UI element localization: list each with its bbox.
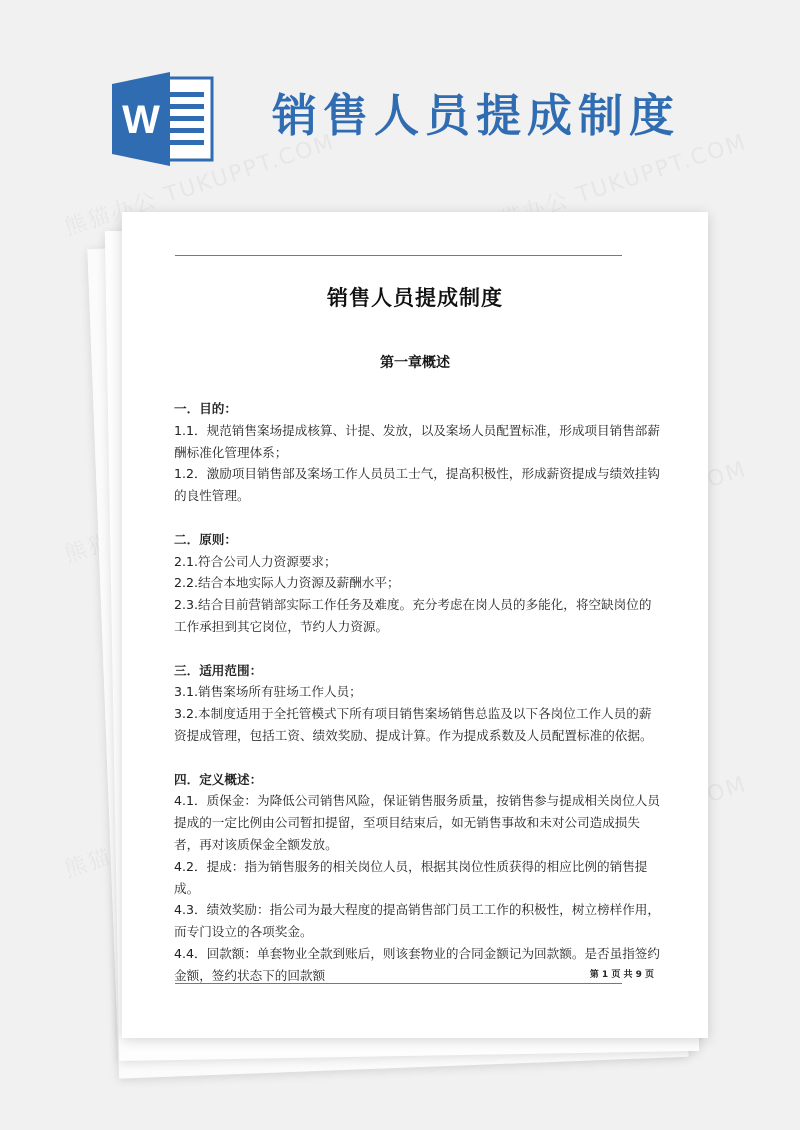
paragraph: 4.2．提成：指为销售服务的相关岗位人员，根据其岗位性质获得的相应比例的销售提成。 [174,858,648,896]
paragraph: 4.4．回款额：单套物业全款到账后，则该套物业的合同金额记为回款额。是否虽指签约金额，签约状态下的回款额 [174,945,660,983]
paragraph: 4.1．质保金：为降低公司销售风险，保证销售服务质量，按销售参与提成相关岗位人员提成的一定比例由公司暂扣提留，至项目结束后，如无销售事故和未对公司造成损失者，再对该质保金全额发放。 [174,793,660,852]
chapter-heading: 第一章概述 [380,355,450,371]
banner [0,0,800,200]
paragraph: 2.1.符合公司人力资源要求； [174,553,337,569]
document-page [122,212,708,1038]
footer-rule [175,983,622,984]
paragraph: 1.1．规范销售案场提成核算、计提、发放，以及案场人员配置标准，形成项目销售部薪酬标准化管理体系； [174,422,660,460]
page-number: 第 1 页 共 9 页 [589,970,654,980]
header-rule [175,255,622,256]
banner-title: 销售人员提成制度 [272,89,681,142]
paragraph: 3.1.销售案场所有驻场工作人员； [174,684,362,700]
paragraph: 2.2.结合本地实际人力资源及薪酬水平； [174,575,400,591]
document-title: 销售人员提成制度 [327,286,503,310]
word-icon [112,70,214,168]
paragraph: 3.2.本制度适用于全托管模式下所有项目销售案场销售总监及以下各岗位工作人员的薪资提成管理，包括工资、绩效奖励、提成计算。作为提成系数及人员配置标准的依据。 [174,706,653,743]
word-logo-letter: W [122,98,160,142]
paragraph: 4.3．绩效奖励：指公司为最大程度的提高销售部门员工工作的积极性，树立榜样作用，而专门设立的各项奖金。 [174,902,660,940]
paragraph: 1.2．激励项目销售部及案场工作人员员工士气，提高积极性，形成薪资提成与绩效挂钩的良性管理。 [174,466,660,504]
section-heading: 一．目的： [174,401,237,416]
section-heading: 二．原则： [174,531,237,547]
section-heading: 四．定义概述： [174,771,263,787]
section-heading: 三．适用范围： [174,662,263,678]
document-body [174,398,660,987]
paragraph: 2.3.结合目前营销部实际工作任务及难度。充分考虑在岗人员的多能化，将空缺岗位的工作承担到其它岗位，节约人力资源。 [174,597,652,634]
